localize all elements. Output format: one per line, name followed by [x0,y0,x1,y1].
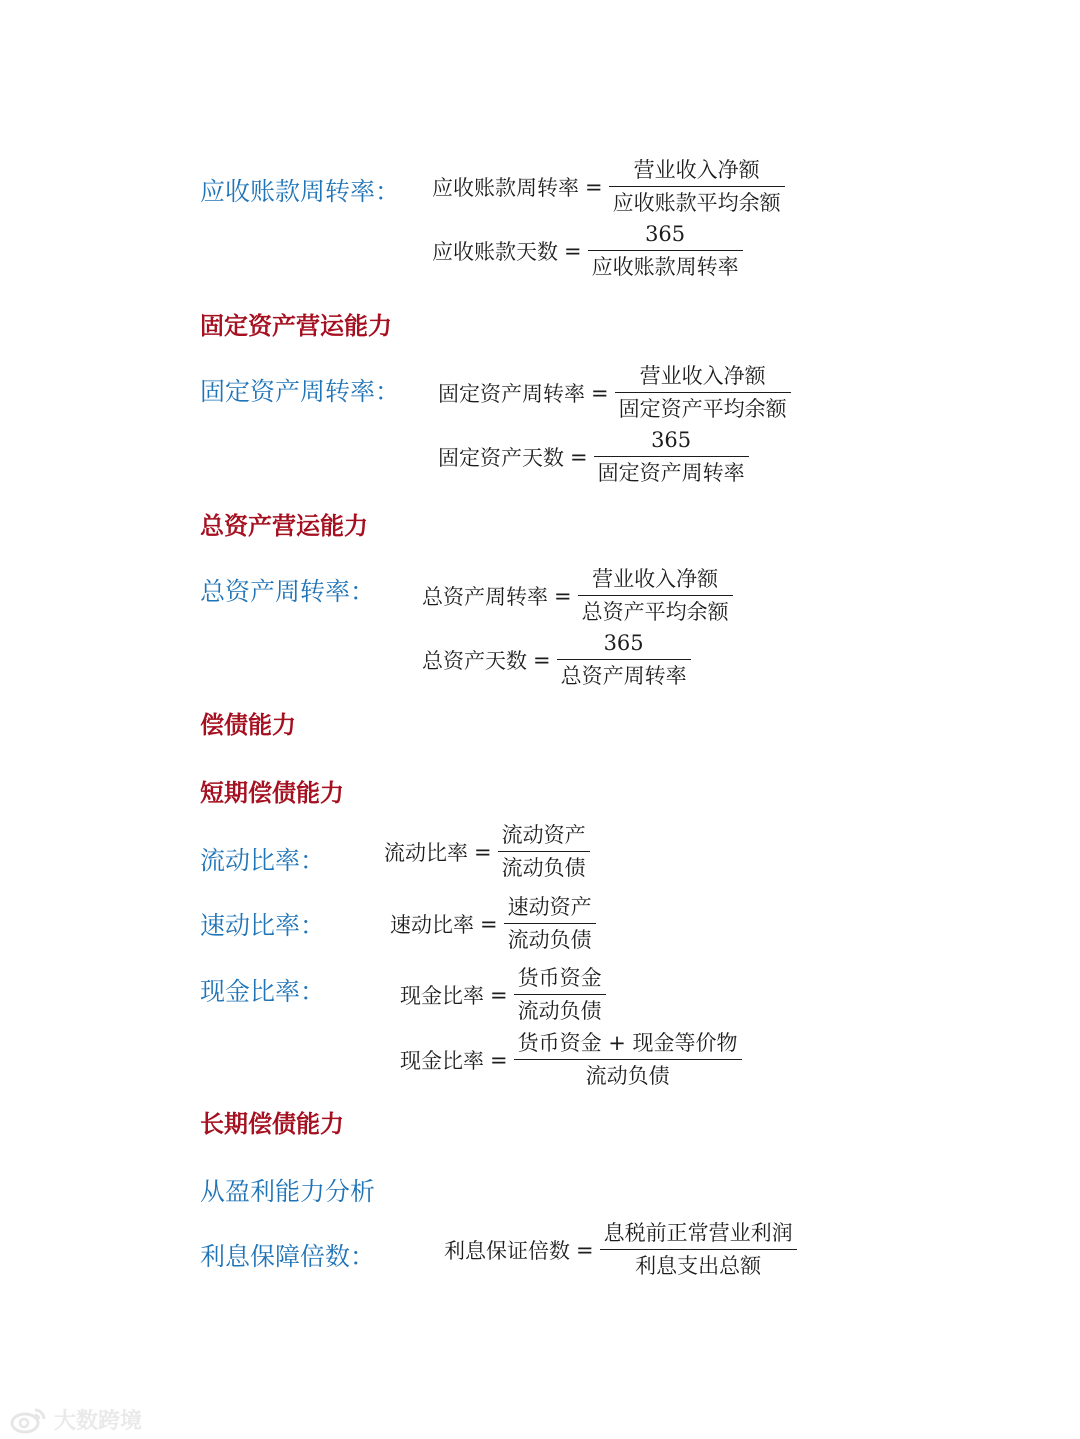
quick-ratio-formula [390,893,596,954]
numerator: 营业收入净额 [639,364,766,388]
total-assets-turnover-label: 总资产周转率： [200,577,376,606]
numerator: 速动资产 [507,895,592,919]
receivables-days-formula [432,220,743,281]
numerator: 货币资金 + 现金等价物 [517,1031,738,1055]
numerator: 365 [651,428,692,452]
solvency-heading: 偿债能力 [200,711,296,739]
formula-lhs: 固定资产天数 [438,445,564,470]
formula-lhs: 利息保证倍数 [444,1238,570,1263]
denominator: 固定资产周转率 [594,456,749,487]
denominator: 流动负债 [514,1059,742,1090]
equals-sign: = [554,583,572,608]
equals-sign: = [490,982,508,1007]
weibo-logo-icon [10,1406,48,1434]
equals-sign: = [490,1047,508,1072]
equals-sign: = [576,1237,594,1262]
formula-lhs: 现金比率 [400,1048,484,1073]
receivables-turnover-formula [432,156,785,217]
receivables-turnover-label: 应收账款周转率： [200,177,401,206]
denominator: 固定资产平均余额 [615,392,791,423]
numerator: 息税前正常营业利润 [603,1221,793,1245]
short-term-solvency-heading: 短期偿债能力 [200,779,344,807]
fraction [557,629,691,690]
numerator: 营业收入净额 [633,158,760,182]
formula-lhs: 现金比率 [400,983,484,1008]
quick-ratio-label: 速动比率： [200,911,326,940]
equals-sign: = [480,911,498,936]
fixed-assets-heading: 固定资产营运能力 [200,312,392,340]
formula-lhs: 应收账款天数 [432,239,558,264]
watermark [10,1404,142,1435]
denominator: 流动负债 [514,994,606,1025]
numerator: 365 [645,222,686,246]
denominator: 利息支出总额 [600,1249,797,1280]
fraction [514,1029,742,1090]
denominator: 流动负债 [498,851,590,882]
cash-ratio-formula [400,964,606,1025]
fraction [609,156,785,217]
long-term-solvency-heading: 长期偿债能力 [200,1110,344,1138]
equals-sign: = [591,380,609,405]
fixed-assets-turnover-label: 固定资产周转率： [200,377,401,406]
fixed-assets-days-formula [438,426,749,487]
numerator: 营业收入净额 [592,567,719,591]
fraction [588,220,743,281]
formula-lhs: 总资产天数 [422,648,527,673]
total-assets-days-formula [422,629,691,690]
fraction [578,565,733,626]
denominator: 应收账款平均余额 [609,186,785,217]
cash-ratio-label: 现金比率： [200,977,326,1006]
fixed-assets-turnover-formula [438,362,791,423]
denominator: 总资产周转率 [557,659,691,690]
interest-coverage-label: 利息保障倍数： [200,1242,376,1271]
denominator: 应收账款周转率 [588,250,743,281]
equals-sign: = [585,174,603,199]
current-ratio-label: 流动比率： [200,846,326,875]
equals-sign: = [533,647,551,672]
denominator: 流动负债 [504,923,596,954]
numerator: 流动资产 [501,823,586,847]
profitability-analysis-subheading: 从盈利能力分析 [200,1177,376,1206]
fraction [594,426,749,487]
fraction [498,821,590,882]
formula-lhs: 总资产周转率 [422,584,548,609]
interest-coverage-formula [444,1219,797,1280]
equals-sign: = [564,238,582,263]
current-ratio-formula [384,821,590,882]
total-assets-turnover-formula [422,565,733,626]
formula-lhs: 流动比率 [384,840,468,865]
fraction [600,1219,797,1280]
formula-lhs: 应收账款周转率 [432,175,579,200]
denominator: 总资产平均余额 [578,595,733,626]
fraction [615,362,791,423]
formula-lhs: 速动比率 [390,912,474,937]
equals-sign: = [570,444,588,469]
equals-sign: = [474,839,492,864]
numerator: 货币资金 [517,966,602,990]
formula-lhs: 固定资产周转率 [438,381,585,406]
cash-ratio-formula-alt [400,1029,742,1090]
fraction [504,893,596,954]
numerator: 365 [603,631,644,655]
fraction [514,964,606,1025]
watermark-text: 大数跨境 [54,1409,143,1434]
total-assets-heading: 总资产营运能力 [200,512,368,540]
